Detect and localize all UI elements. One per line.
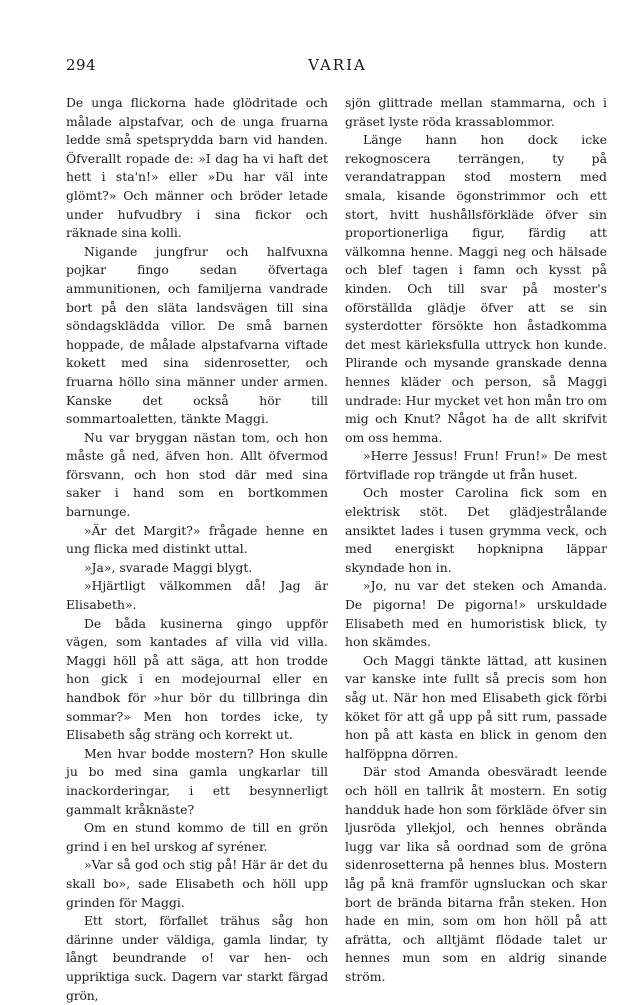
- page-number: 294: [66, 56, 97, 74]
- paragraph: »Ja», svarade Maggi blygt.: [84, 559, 253, 575]
- paragraph: Men hvar bodde mostern? Hon skulle ju bo med sina gamla ungkarlar till inackorderingar, i ett besynnerligt gammalt kråknäste?: [66, 745, 328, 817]
- paragraph: Ett stort, förfallet trähus såg hon därinne under väldiga, gamla lindar, ty långt beundrande o! var hen- och uppriktiga suck. Dagern var starkt färgad grön,: [66, 913, 328, 1003]
- paragraph: Nu var bryggan nästan tom, och hon måste gå ned, äfven hon. Allt öfvermod försvann, och hon stod där med sina saker i hand som en bortkommen barnunge.: [66, 429, 328, 520]
- paragraph: Där stod Amanda obesväradt leende och höll en tallrik åt mostern. En sotig handduk hade hon som förkläde öfver sin ljusröda yllekjol, och hennes obrända lugg var lika så oordnad som de gröna sidenrosetterna på hennes blus. Mostern låg på knä framför ugnsluckan och skar bort de brända bitarna från steken. Hon hade en min, som om hon höll på att afrätta, och alltjämt flödade talet ur hennes mun som en aldrig sinande ström.: [345, 764, 607, 984]
- paragraph: »Hjärtligt välkommen då! Jag är Elisabeth».: [66, 578, 328, 613]
- paragraph: Och moster Carolina fick som en elektrisk stöt. Det glädjestrålande ansiktet lades i tusen grymma veck, och med energiskt hopknipna läppar skyndade hon in.: [345, 485, 607, 575]
- paragraph: »Jo, nu var det steken och Amanda. De pigorna! De pigorna!» urskuldade Elisabeth med en humoristisk blick, ty hon skämdes.: [345, 578, 607, 650]
- paragraph: Om en stund kommo de till en grön grind i en hel urskog af syréner.: [66, 820, 328, 854]
- paragraph: »Var så god och stig på! Här är det du skall bo», sade Elisabeth och höll upp grinden för Maggi.: [66, 857, 328, 910]
- paragraph: De unga flickorna hade glödritade och målade alpstafvar, och de unga fruarna ledde små spetsprydda barn vid handen. Öfverallt ropade de: »I dag ha vi haft det hett i sta'n!» eller »Du har väl inte glömt?» Och männer och bröder letade under hufvudbry i sina fickor och räknade sina kolli.: [66, 95, 328, 241]
- paragraph: »Herre Jessus! Frun! Frun!» De mest förtviflade rop trängde ut från huset.: [345, 448, 607, 482]
- paragraph: Och Maggi tänkte lättad, att kusinen var kanske inte fullt så precis som hon såg ut. När hon med Elisabeth gick förbi köket för att gå upp på sitt rum, passade hon på att kasta en blick in genom den halföppna dörren.: [345, 652, 607, 761]
- running-title: VARIA: [308, 56, 367, 74]
- paragraph: »Är det Margit?» frågade henne en ung flicka med distinkt uttal.: [66, 522, 328, 557]
- left-text-column: [66, 94, 328, 1005]
- right-text-column: [345, 94, 607, 987]
- page-header: [66, 56, 609, 78]
- paragraph: Länge hann hon dock icke rekognoscera terrängen, ty på verandatrappan stod mostern med smala, kisande ögonstrimmor och ett stort, hvitt hushållsförkläde öfver sin proportionerliga figur, färdig att välkomna henne. Maggi neg och hälsade och blef tagen i famn och kysst på kinden. Och till svar på moster's oförställda glädje öfver att se sin systerdotter försökte hon åstadkomma det mest kärleksfulla uttryck hon kunde. Plirande och mysande granskade denna hennes kläder och person, så Maggi undrade: Hur mycket vet hon mån tro om mig och Knut? Något ha de allt skrifvit om oss hemma.: [345, 132, 607, 445]
- paragraph: De båda kusinerna gingo uppför vägen, som kantades af villa vid villa. Maggi höll på att säga, att hon trodde hon gick i en modejournal eller en handbok för »hur bör du tillbringa din sommar?» Men hon tordes icke, ty Elisabeth såg sträng och korrekt ut.: [66, 615, 328, 743]
- paragraph: sjön glittrade mellan stammarna, och i gräset lyste röda krassablommor.: [345, 95, 607, 129]
- paragraph: Nigande jungfrur och halfvuxna pojkar fingo sedan öfvertaga ammunitionen, och familjerna vandrade bort på den släta landsvägen till sina söndagsklädda villor. De små barnen hoppade, de målade alpstafvarna viftade kokett med sina sidenrosetter, och fruarna höllo sina männer under armen. Kanske det också hör till sommartoaletten, tänkte Maggi.: [66, 243, 328, 427]
